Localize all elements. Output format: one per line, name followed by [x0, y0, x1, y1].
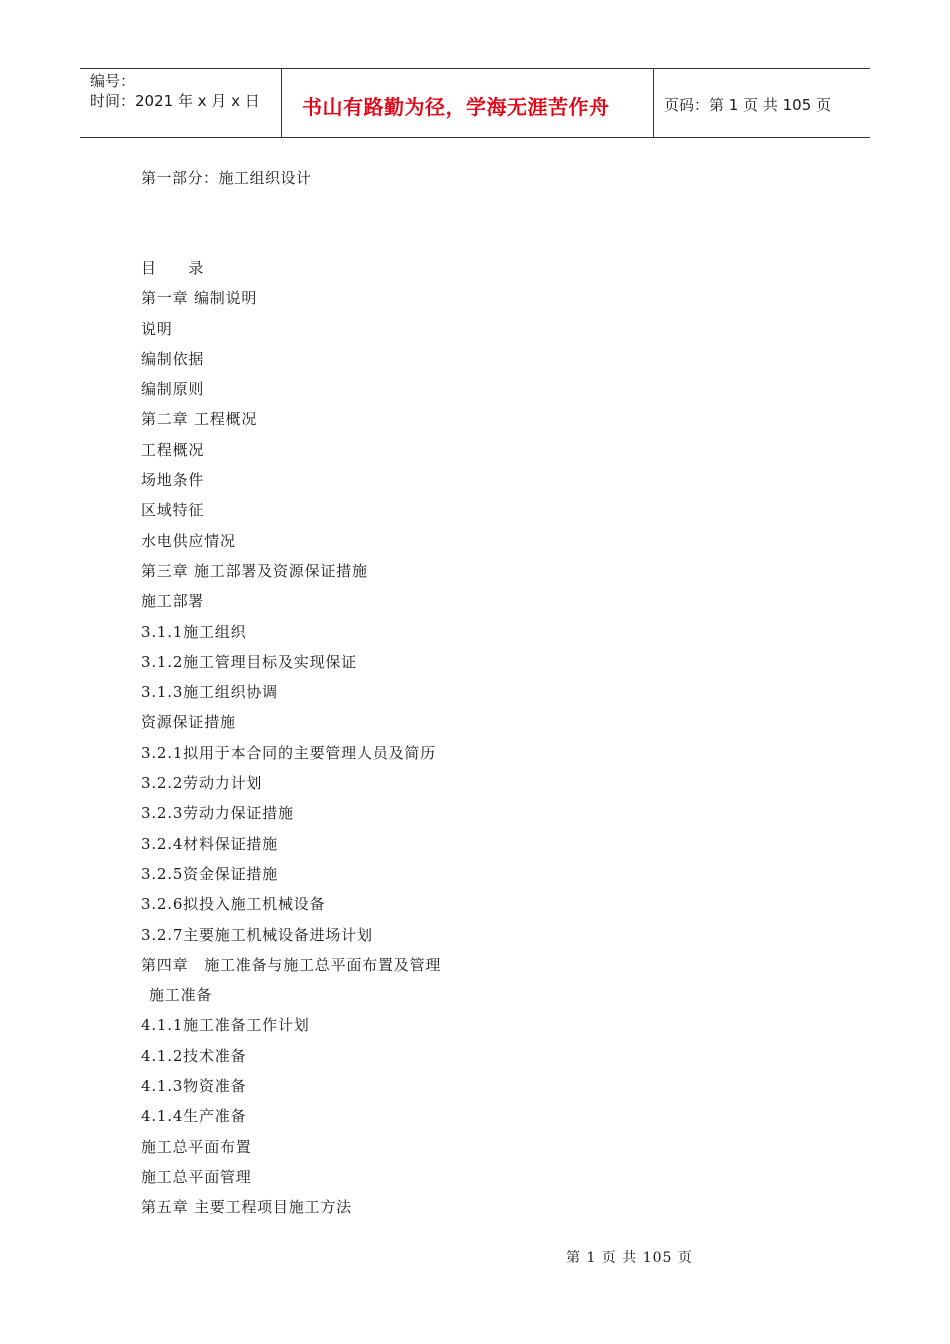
toc-entry: 资源保证措施	[141, 713, 236, 732]
toc-entry: 第五章 主要工程项目施工方法	[141, 1198, 352, 1217]
toc-entry: 第三章 施工部署及资源保证措施	[141, 561, 368, 580]
toc-entry: 3.2.5资金保证措施	[141, 864, 278, 883]
toc-entry: 说明	[141, 319, 173, 338]
toc-entry: 第四章 施工准备与施工总平面布置及管理	[141, 955, 442, 974]
toc-entry: 施工总平面管理	[141, 1167, 252, 1186]
toc-entry: 3.1.2施工管理目标及实现保证	[141, 652, 357, 671]
toc-entry: 3.2.7主要施工机械设备进场计划	[141, 925, 373, 944]
toc-entry: 施工部署	[141, 592, 205, 611]
part-title: 第一部分：施工组织设计	[141, 169, 312, 187]
toc-entry: 场地条件	[141, 471, 205, 490]
number-label: 编号：	[90, 72, 136, 90]
toc-entry: 4.1.1施工准备工作计划	[141, 1016, 310, 1035]
page-info-text: 页码：第 1 页 共 105 页	[664, 95, 832, 114]
toc-entry: 3.1.3施工组织协调	[141, 683, 278, 702]
time-label: 时间：2021 年 x 月 x 日	[90, 92, 260, 110]
toc-entry: 3.2.2劳动力计划	[141, 774, 263, 793]
header-meta	[80, 69, 282, 137]
toc-entry: 3.1.1施工组织	[141, 622, 247, 641]
toc-entry: 3.2.6拟投入施工机械设备	[141, 895, 326, 914]
toc-entry: 4.1.4生产准备	[141, 1107, 247, 1126]
toc-entry: 3.2.4材料保证措施	[141, 834, 278, 853]
toc-entry: 第二章 工程概况	[141, 410, 258, 429]
toc-title: 目 录	[141, 259, 205, 277]
motto-text: 书山有路勤为径，学海无涯苦作舟	[302, 94, 610, 119]
toc-entry: 施工总平面布置	[141, 1137, 252, 1156]
toc-entry: 4.1.3物资准备	[141, 1077, 247, 1096]
toc-entry: 3.2.3劳动力保证措施	[141, 804, 294, 823]
page-header	[80, 68, 870, 138]
toc-entry: 区域特征	[141, 501, 205, 520]
header-motto-cell	[282, 69, 654, 137]
toc-entry: 4.1.2技术准备	[141, 1046, 247, 1065]
toc-entry: 编制原则	[141, 380, 205, 399]
table-of-contents	[141, 258, 441, 1228]
toc-entry: 3.2.1拟用于本合同的主要管理人员及简历	[141, 743, 436, 762]
header-page-info	[654, 69, 870, 137]
toc-entry: 第一章 编制说明	[141, 289, 258, 308]
toc-entry: 施工准备	[149, 986, 213, 1005]
toc-entry: 水电供应情况	[141, 531, 236, 550]
toc-entry: 编制依据	[141, 349, 205, 368]
page-footer: 第 1 页 共 105 页	[566, 1250, 693, 1266]
toc-entry: 工程概况	[141, 440, 205, 459]
